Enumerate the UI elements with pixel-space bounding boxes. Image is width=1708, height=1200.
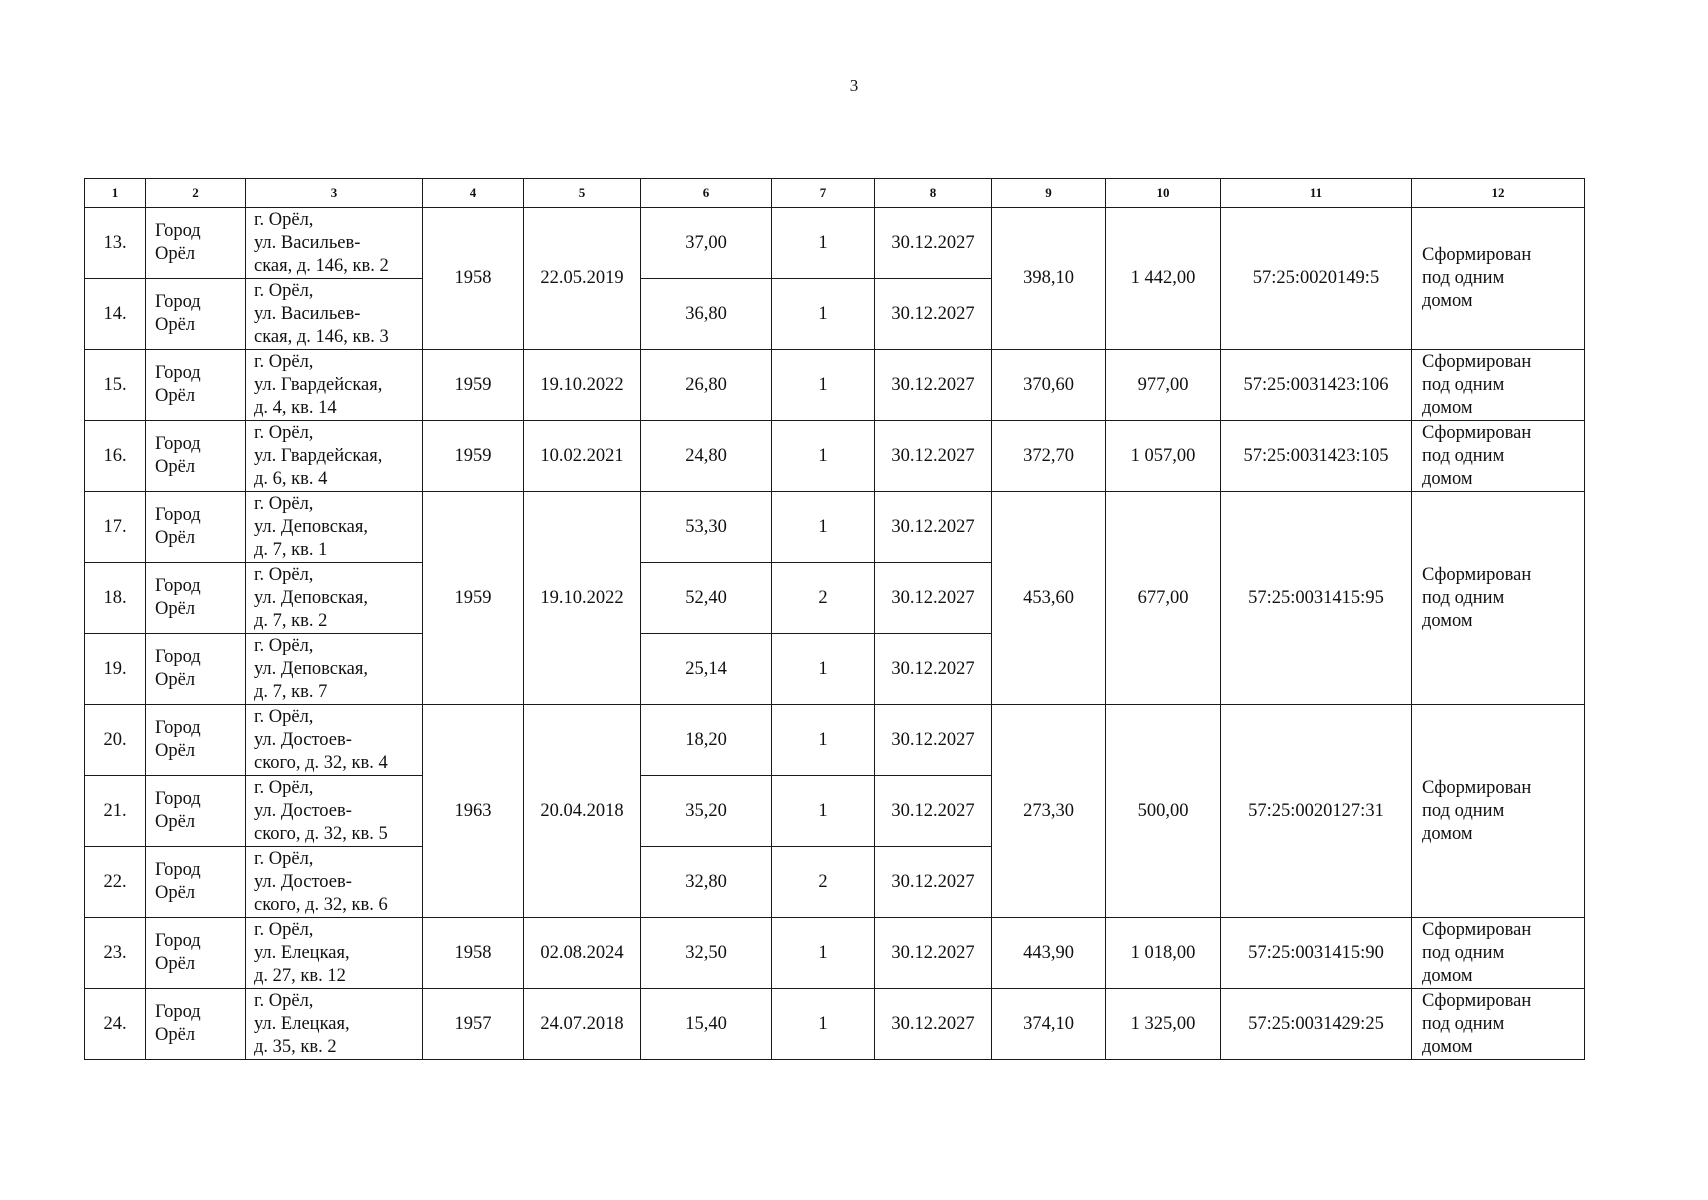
house-area: 374,10 xyxy=(992,989,1106,1060)
build-year: 1959 xyxy=(423,421,524,492)
cadastral-number: 57:25:0020127:31 xyxy=(1221,705,1412,918)
column-number: 5 xyxy=(524,179,641,208)
column-number: 8 xyxy=(875,179,992,208)
emergency-date: 24.07.2018 xyxy=(524,989,641,1060)
land-area: 677,00 xyxy=(1106,492,1221,705)
address: г. Орёл, ул. Достоев- ского, д. 32, кв. 5 xyxy=(246,776,423,847)
apartment-area: 36,80 xyxy=(641,279,772,350)
apartment-area: 18,20 xyxy=(641,705,772,776)
room-count: 1 xyxy=(772,705,875,776)
column-number: 2 xyxy=(146,179,246,208)
house-area: 370,60 xyxy=(992,350,1106,421)
municipality: Город Орёл xyxy=(146,350,246,421)
land-status: Сформирован под одним домом xyxy=(1412,421,1585,492)
row-number: 16. xyxy=(85,421,146,492)
column-number: 10 xyxy=(1106,179,1221,208)
room-count: 2 xyxy=(772,563,875,634)
column-number: 1 xyxy=(85,179,146,208)
apartment-area: 25,14 xyxy=(641,634,772,705)
page-number: 3 xyxy=(849,76,859,95)
build-year: 1959 xyxy=(423,350,524,421)
build-year: 1963 xyxy=(423,705,524,918)
emergency-date: 19.10.2022 xyxy=(524,492,641,705)
row-number: 13. xyxy=(85,208,146,279)
row-number: 15. xyxy=(85,350,146,421)
apartment-area: 35,20 xyxy=(641,776,772,847)
build-year: 1959 xyxy=(423,492,524,705)
house-area: 453,60 xyxy=(992,492,1106,705)
row-number: 24. xyxy=(85,989,146,1060)
address: г. Орёл, ул. Васильев- ская, д. 146, кв. 2 xyxy=(246,208,423,279)
table-row xyxy=(85,208,1585,279)
address: г. Орёл, ул. Елецкая, д. 35, кв. 2 xyxy=(246,989,423,1060)
row-number: 19. xyxy=(85,634,146,705)
resettlement-deadline: 30.12.2027 xyxy=(875,918,992,989)
address: г. Орёл, ул. Достоев- ского, д. 32, кв. 4 xyxy=(246,705,423,776)
address: г. Орёл, ул. Елецкая, д. 27, кв. 12 xyxy=(246,918,423,989)
room-count: 1 xyxy=(772,918,875,989)
land-status: Сформирован под одним домом xyxy=(1412,492,1585,705)
build-year: 1958 xyxy=(423,918,524,989)
table-row xyxy=(85,421,1585,492)
resettlement-deadline: 30.12.2027 xyxy=(875,989,992,1060)
column-number: 3 xyxy=(246,179,423,208)
row-number: 17. xyxy=(85,492,146,563)
resettlement-deadline: 30.12.2027 xyxy=(875,279,992,350)
resettlement-deadline: 30.12.2027 xyxy=(875,847,992,918)
land-status: Сформирован под одним домом xyxy=(1412,918,1585,989)
land-area: 1 018,00 xyxy=(1106,918,1221,989)
municipality: Город Орёл xyxy=(146,208,246,279)
row-number: 20. xyxy=(85,705,146,776)
municipality: Город Орёл xyxy=(146,918,246,989)
column-number: 9 xyxy=(992,179,1106,208)
table-row xyxy=(85,989,1585,1060)
municipality: Город Орёл xyxy=(146,492,246,563)
address: г. Орёл, ул. Васильев- ская, д. 146, кв. 3 xyxy=(246,279,423,350)
room-count: 1 xyxy=(772,776,875,847)
land-status: Сформирован под одним домом xyxy=(1412,705,1585,918)
resettlement-deadline: 30.12.2027 xyxy=(875,421,992,492)
resettlement-deadline: 30.12.2027 xyxy=(875,208,992,279)
resettlement-deadline: 30.12.2027 xyxy=(875,776,992,847)
row-number: 18. xyxy=(85,563,146,634)
municipality: Город Орёл xyxy=(146,705,246,776)
room-count: 1 xyxy=(772,421,875,492)
build-year: 1958 xyxy=(423,208,524,350)
column-number: 12 xyxy=(1412,179,1585,208)
apartment-area: 53,30 xyxy=(641,492,772,563)
emergency-date: 22.05.2019 xyxy=(524,208,641,350)
municipality: Город Орёл xyxy=(146,989,246,1060)
room-count: 1 xyxy=(772,634,875,705)
address: г. Орёл, ул. Деповская, д. 7, кв. 2 xyxy=(246,563,423,634)
municipality: Город Орёл xyxy=(146,279,246,350)
build-year: 1957 xyxy=(423,989,524,1060)
land-status: Сформирован под одним домом xyxy=(1412,989,1585,1060)
address: г. Орёл, ул. Достоев- ского, д. 32, кв. 6 xyxy=(246,847,423,918)
room-count: 1 xyxy=(772,989,875,1060)
municipality: Город Орёл xyxy=(146,563,246,634)
land-area: 1 442,00 xyxy=(1106,208,1221,350)
room-count: 1 xyxy=(772,350,875,421)
cadastral-number: 57:25:0031423:105 xyxy=(1221,421,1412,492)
emergency-date: 02.08.2024 xyxy=(524,918,641,989)
emergency-date: 10.02.2021 xyxy=(524,421,641,492)
room-count: 2 xyxy=(772,847,875,918)
apartment-area: 52,40 xyxy=(641,563,772,634)
resettlement-deadline: 30.12.2027 xyxy=(875,705,992,776)
room-count: 1 xyxy=(772,279,875,350)
apartment-area: 15,40 xyxy=(641,989,772,1060)
column-number: 11 xyxy=(1221,179,1412,208)
resettlement-deadline: 30.12.2027 xyxy=(875,350,992,421)
row-number: 23. xyxy=(85,918,146,989)
resettlement-deadline: 30.12.2027 xyxy=(875,492,992,563)
resettlement-deadline: 30.12.2027 xyxy=(875,563,992,634)
apartment-area: 32,80 xyxy=(641,847,772,918)
row-number: 14. xyxy=(85,279,146,350)
land-status: Сформирован под одним домом xyxy=(1412,208,1585,350)
table-row xyxy=(85,918,1585,989)
house-area: 398,10 xyxy=(992,208,1106,350)
land-area: 500,00 xyxy=(1106,705,1221,918)
column-number: 7 xyxy=(772,179,875,208)
cadastral-number: 57:25:0020149:5 xyxy=(1221,208,1412,350)
row-number: 22. xyxy=(85,847,146,918)
table-row xyxy=(85,492,1585,563)
municipality: Город Орёл xyxy=(146,847,246,918)
house-area: 372,70 xyxy=(992,421,1106,492)
land-status: Сформирован под одним домом xyxy=(1412,350,1585,421)
municipality: Город Орёл xyxy=(146,421,246,492)
emergency-date: 20.04.2018 xyxy=(524,705,641,918)
house-area: 443,90 xyxy=(992,918,1106,989)
housing-registry-table xyxy=(84,178,1585,1060)
land-area: 1 325,00 xyxy=(1106,989,1221,1060)
cadastral-number: 57:25:0031429:25 xyxy=(1221,989,1412,1060)
resettlement-deadline: 30.12.2027 xyxy=(875,634,992,705)
land-area: 1 057,00 xyxy=(1106,421,1221,492)
room-count: 1 xyxy=(772,492,875,563)
address: г. Орёл, ул. Деповская, д. 7, кв. 1 xyxy=(246,492,423,563)
room-count: 1 xyxy=(772,208,875,279)
table-row xyxy=(85,350,1585,421)
emergency-date: 19.10.2022 xyxy=(524,350,641,421)
cadastral-number: 57:25:0031423:106 xyxy=(1221,350,1412,421)
cadastral-number: 57:25:0031415:90 xyxy=(1221,918,1412,989)
row-number: 21. xyxy=(85,776,146,847)
land-area: 977,00 xyxy=(1106,350,1221,421)
apartment-area: 32,50 xyxy=(641,918,772,989)
apartment-area: 26,80 xyxy=(641,350,772,421)
municipality: Город Орёл xyxy=(146,776,246,847)
column-number: 4 xyxy=(423,179,524,208)
address: г. Орёл, ул. Деповская, д. 7, кв. 7 xyxy=(246,634,423,705)
house-area: 273,30 xyxy=(992,705,1106,918)
address: г. Орёл, ул. Гвардейская, д. 4, кв. 14 xyxy=(246,350,423,421)
column-number: 6 xyxy=(641,179,772,208)
table-row xyxy=(85,705,1585,776)
column-number-row xyxy=(85,179,1585,208)
apartment-area: 24,80 xyxy=(641,421,772,492)
address: г. Орёл, ул. Гвардейская, д. 6, кв. 4 xyxy=(246,421,423,492)
apartment-area: 37,00 xyxy=(641,208,772,279)
municipality: Город Орёл xyxy=(146,634,246,705)
cadastral-number: 57:25:0031415:95 xyxy=(1221,492,1412,705)
